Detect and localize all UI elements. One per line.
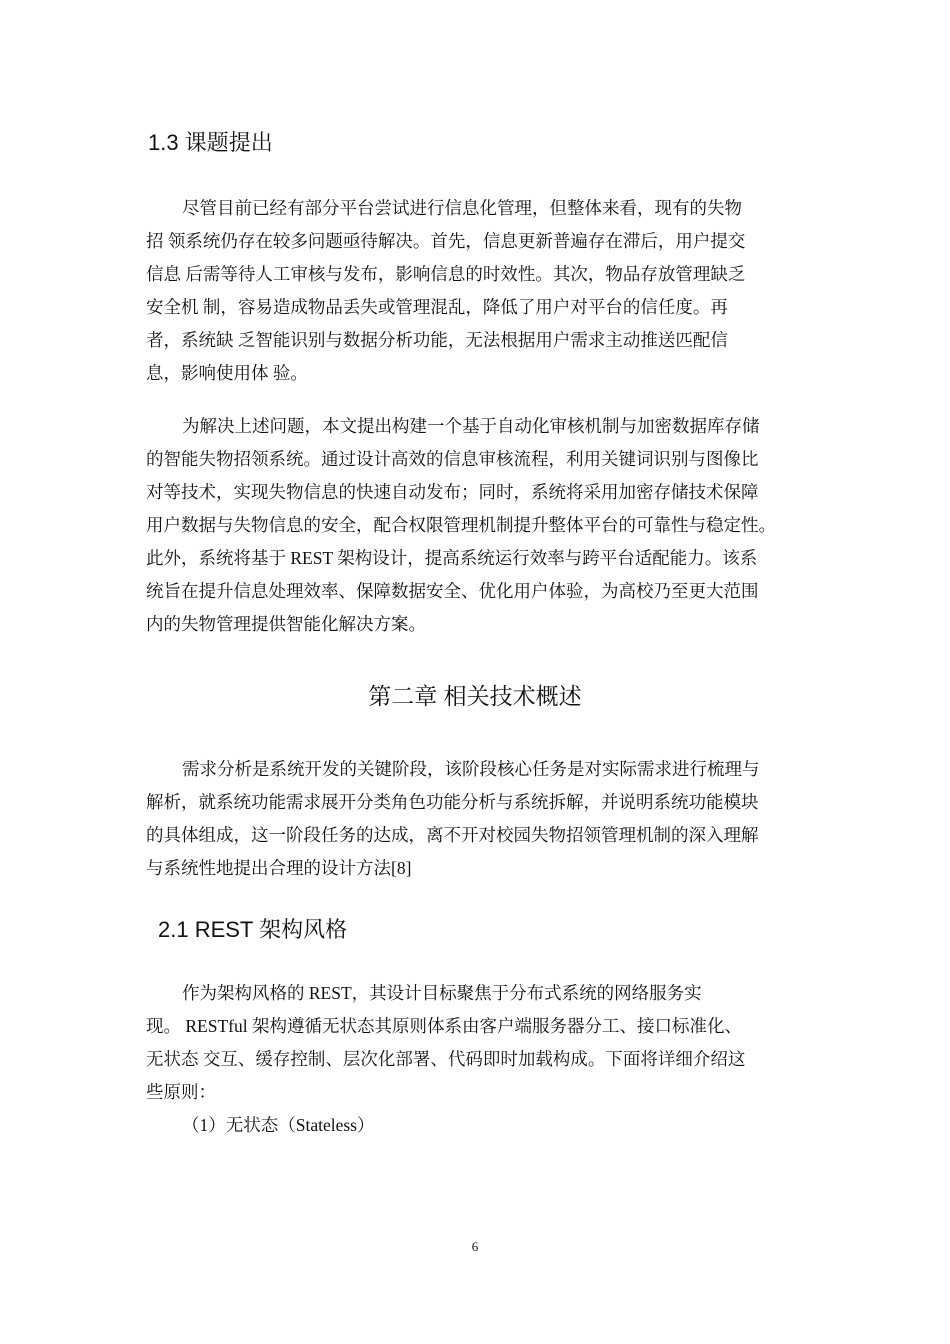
paragraph-rest-intro: [146, 977, 814, 1142]
paragraph-requirements-analysis: [146, 753, 814, 885]
paragraph-line: 为解决上述问题，本文提出构建一个基于自动化审核机制与加密数据库存储: [182, 416, 760, 436]
paragraph-line: 的具体组成，这一阶段任务的达成，离不开对校园失物招领管理机制的深入理解: [146, 825, 759, 845]
paragraph-line: 安全机 制，容易造成物品丢失或管理混乱，降低了用户对平台的信任度。再: [146, 297, 728, 317]
section-heading-2-1: 2.1 REST 架构风格: [158, 917, 348, 942]
section-heading-1-3: 1.3 课题提出: [148, 130, 273, 155]
paragraph-line: 招 领系统仍存在较多问题亟待解决。首先，信息更新普遍存在滞后，用户提交: [146, 231, 746, 251]
paragraph-line: 作为架构风格的 REST，其设计目标聚焦于分布式系统的网络服务实: [182, 983, 702, 1003]
paragraph-line: 对等技术，实现失物信息的快速自动发布；同时，系统将采用加密存储技术保障: [146, 482, 759, 502]
paragraph-problem-statement: [146, 192, 814, 390]
paragraph-line: 用户数据与失物信息的安全，配合权限管理机制提升整体平台的可靠性与稳定性。: [146, 515, 776, 535]
page-number: 6: [471, 1239, 479, 1254]
paragraph-line: 内的失物管理提供智能化解决方案。: [146, 614, 426, 634]
paragraph-line: 此外，系统将基于 REST 架构设计，提高系统运行效率与跨平台适配能力。该系: [146, 548, 758, 568]
chapter-heading-2: 第二章 相关技术概述: [368, 683, 582, 709]
paragraph-line: 信息 后需等待人工审核与发布，影响信息的时效性。其次，物品存放管理缺乏: [146, 264, 746, 284]
paragraph-line: 需求分析是系统开发的关键阶段，该阶段核心任务是对实际需求进行梳理与: [182, 759, 760, 779]
paragraph-line: 与系统性地提出合理的设计方法[8]: [146, 858, 412, 878]
paragraph-line: 息，影响使用体 验。: [146, 363, 308, 383]
paragraph-line: 解析，就系统功能需求展开分类角色功能分析与系统拆解，并说明系统功能模块: [146, 792, 759, 812]
paragraph-line: 尽管目前已经有部分平台尝试进行信息化管理，但整体来看，现有的失物: [182, 198, 742, 218]
paragraph-line: 些原则：: [146, 1082, 216, 1102]
paragraph-proposed-solution: [146, 410, 814, 641]
paragraph-line: 者，系统缺 乏智能识别与数据分析功能，无法根据用户需求主动推送匹配信: [146, 330, 728, 350]
paragraph-line: 统旨在提升信息处理效率、保障数据安全、优化用户体验，为高校乃至更大范围: [146, 581, 759, 601]
paragraph-line: 现。 RESTful 架构遵循无状态其原则体系由客户端服务器分工、接口标准化、: [146, 1016, 742, 1036]
list-item-stateless: （1）无状态（Stateless）: [182, 1115, 375, 1135]
paragraph-line: 的智能失物招领系统。通过设计高效的信息审核流程，利用关键词识别与图像比: [146, 449, 759, 469]
paragraph-line: 无状态 交互、缓存控制、层次化部署、代码即时加载构成。下面将详细介绍这: [146, 1049, 746, 1069]
